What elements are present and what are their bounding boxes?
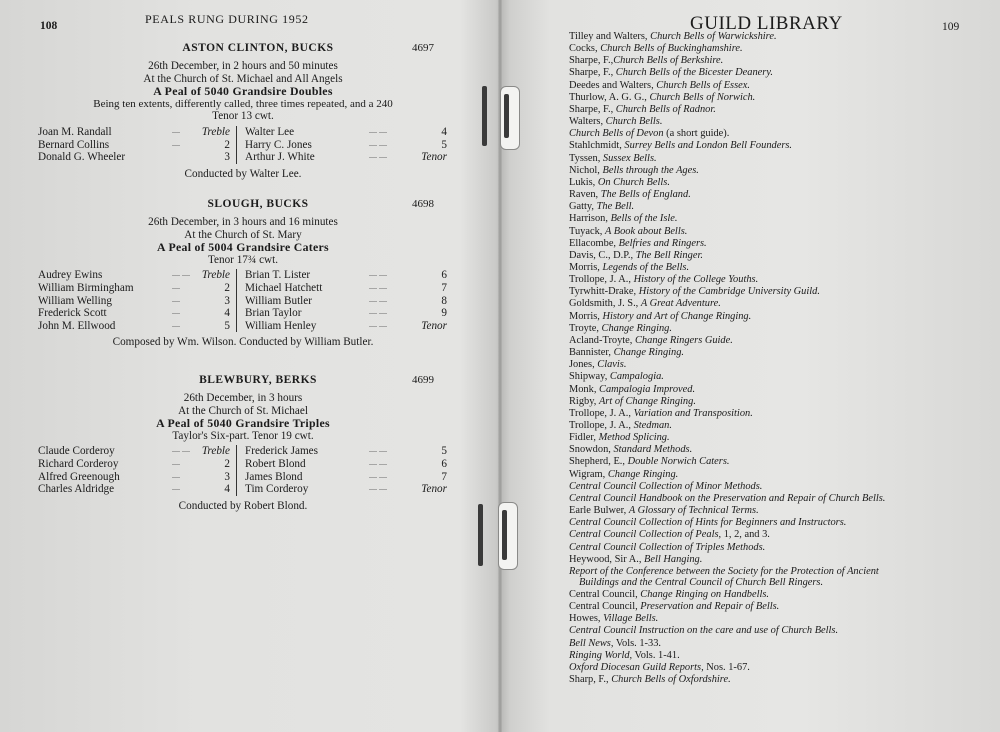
ringer-name: Tim Corderoy: [245, 483, 309, 496]
left-page: [0, 0, 498, 732]
entry-title: Change Ringing.: [601, 322, 672, 334]
entry-title: Report of the Conference between the Society for the Protection of Ancient: [569, 565, 879, 577]
entry-title: Double Norwich Caters.: [627, 456, 730, 468]
entry-author: Tyrwhitt-Drake,: [569, 286, 639, 298]
entry-title: Church Bells of Buckinghamshire.: [600, 43, 743, 55]
leader-dots: .... ....: [369, 294, 387, 304]
peal-tenor: Taylor's Six-part. Tenor 19 cwt.: [172, 429, 314, 442]
ringers-band: [28, 269, 458, 334]
library-entry: [569, 589, 989, 601]
library-title: GUILD LIBRARY: [690, 13, 843, 34]
entry-title: Campalogia Improved.: [599, 383, 696, 395]
library-entry: [569, 444, 989, 456]
entry-title: Church Bells of Oxfordshire.: [611, 673, 731, 685]
entry-title: Change Ringing on Handbells.: [640, 588, 770, 600]
entry-title: Bell Hanging.: [644, 553, 703, 565]
peal-header: [28, 198, 458, 216]
peal-number: 4699: [412, 374, 434, 386]
entry-author: Tyssen,: [569, 152, 603, 164]
ringer-row: [38, 151, 238, 164]
ringer-row: [38, 320, 238, 333]
bell-position: 7: [441, 281, 447, 294]
library-entry: [569, 323, 989, 335]
leader-dots: ....: [172, 483, 180, 493]
library-entry: [569, 384, 989, 396]
bell-position: 2: [224, 457, 230, 470]
entry-author: Gatty,: [569, 201, 597, 213]
entry-title: Village Bells.: [603, 613, 659, 625]
entry-title: Central Council Collection of Hints for Beginners and Instructors.: [569, 517, 847, 529]
entry-title: History of the Cambridge University Guild.: [638, 286, 820, 298]
ringer-name: Joan M. Randall: [38, 125, 112, 138]
ringer-row: [38, 471, 238, 484]
entry-detail: Nos. 1-67.: [703, 661, 750, 673]
entry-author: Fidler,: [569, 432, 599, 444]
entry-title: Legends of the Bells.: [602, 261, 690, 273]
peal-block: [28, 198, 458, 349]
bell-position: Treble: [201, 445, 230, 458]
peal-footer: Conducted by Robert Blond.: [178, 499, 308, 512]
entry-title: History of the College Youths.: [633, 274, 759, 286]
library-entry: [569, 505, 989, 517]
entry-title: Change Ringers Guide.: [635, 334, 733, 346]
ringer-name: Richard Corderoy: [38, 457, 119, 470]
ringer-name: Charles Aldridge: [38, 483, 115, 496]
peal-title: A Peal of 5040 Grandsire Doubles: [153, 84, 333, 99]
library-entry: [569, 286, 989, 298]
library-entry: [569, 601, 989, 613]
ringer-row: [38, 307, 238, 320]
library-entry: [569, 213, 989, 225]
library-entry: [569, 189, 989, 201]
entry-title: Church Bells of Warwickshire.: [650, 31, 777, 42]
ringer-name: Frederick James: [245, 445, 319, 458]
library-entry: [569, 517, 989, 529]
peal-header: [28, 374, 458, 392]
library-entry: [569, 613, 989, 625]
entry-author: Morris,: [569, 310, 603, 322]
library-entry: [569, 104, 989, 116]
bell-position: 3: [224, 470, 230, 483]
peal-header: [28, 42, 458, 60]
peal-place: BLEWBURY, BERKS: [199, 374, 317, 386]
ringers-band: [28, 445, 458, 497]
entry-title: Belfries and Ringers.: [618, 237, 707, 249]
entry-author: Davis, C., D.P.,: [569, 249, 636, 261]
library-entry: [569, 201, 989, 213]
bell-position: Treble: [201, 125, 230, 138]
bell-position: 4: [224, 307, 230, 320]
entry-author: Wigram,: [569, 468, 608, 480]
entry-author: Jones,: [569, 359, 598, 371]
library-entry: [569, 662, 989, 674]
ringer-row: [245, 269, 445, 282]
entry-author: Rigby,: [569, 395, 599, 407]
peal-composition-note: Being ten extents, differently called, three times repeated, and a 240: [93, 97, 393, 110]
entry-title: Change Ringing.: [613, 347, 685, 359]
ringer-name: Walter Lee: [245, 125, 295, 138]
entry-author: Ellacombe,: [569, 237, 619, 249]
bell-position: 7: [441, 470, 447, 483]
bell-position: 2: [224, 138, 230, 151]
entry-title: The Bell Ringer.: [635, 249, 703, 261]
entry-title: Church Bells of Essex.: [656, 79, 750, 91]
leader-dots: ....: [172, 457, 180, 467]
ringer-row: [38, 269, 238, 282]
peal-place: SLOUGH, BUCKS: [207, 198, 309, 210]
bell-position: 4: [441, 125, 447, 138]
ringer-row: [245, 483, 445, 496]
leader-dots: ....: [172, 138, 180, 148]
ringer-name: Robert Blond: [245, 457, 306, 470]
entry-author: Goldsmith, J. S.,: [569, 298, 641, 310]
ringer-row: [38, 483, 238, 496]
entry-author: Bannister,: [569, 347, 614, 359]
ringers-left-column: [38, 445, 238, 495]
ringer-name: William Henley: [245, 319, 317, 332]
library-entry: [569, 31, 989, 43]
entry-author: Troyte,: [569, 322, 602, 334]
entry-author: Tilley and Walters,: [569, 31, 651, 42]
library-entry: [569, 298, 989, 310]
peal-date-time: 26th December, in 2 hours and 50 minutes: [148, 60, 338, 72]
ringer-row: [245, 282, 445, 295]
entry-title: Bells of the Isle.: [610, 213, 678, 225]
leader-dots: .... ....: [369, 319, 387, 329]
bell-position: 6: [441, 457, 447, 470]
entry-title: Church Bells of Radnor.: [615, 103, 716, 115]
ringers-left-column: [38, 269, 238, 332]
entry-author: Sharpe, F.,: [569, 55, 614, 67]
library-entry: [569, 177, 989, 189]
ringer-row: [245, 445, 445, 458]
ringer-row: [245, 458, 445, 471]
entry-title: Sussex Bells.: [602, 152, 657, 164]
library-list: [569, 31, 989, 686]
entry-author: Nichol,: [569, 164, 603, 176]
library-entry: [569, 420, 989, 432]
library-entry: [569, 128, 989, 140]
ringer-name: Donald G. Wheeler: [38, 151, 126, 164]
ringer-row: [245, 139, 445, 152]
ringer-row: [38, 282, 238, 295]
leader-dots: ....: [172, 307, 180, 317]
entry-author: Cocks,: [569, 43, 601, 55]
entry-title: Ringing World,: [569, 649, 633, 661]
bell-position: 3: [224, 151, 230, 164]
ringer-name: William Welling: [38, 294, 112, 307]
ringer-row: [38, 126, 238, 139]
library-entry: [569, 674, 989, 686]
peal-church: At the Church of St. Michael: [178, 404, 308, 417]
ringer-row: [38, 458, 238, 471]
entry-author: Central Council,: [569, 601, 641, 613]
page-number-left: 108: [40, 20, 58, 32]
page-number-right: 109: [942, 21, 960, 33]
library-entry: [569, 250, 989, 262]
entry-title: Bell News,: [569, 637, 614, 649]
bell-position: Tenor: [421, 151, 447, 164]
entry-title: Central Council Collection of Minor Methods.: [569, 480, 763, 492]
library-entry: [569, 165, 989, 177]
entry-author: Trollope, J. A.,: [569, 407, 634, 419]
ringer-row: [38, 295, 238, 308]
entry-author: Howes,: [569, 613, 604, 625]
bell-position: 5: [441, 138, 447, 151]
entry-author: Shepherd, E.,: [569, 456, 628, 468]
peal-block: [28, 42, 458, 180]
peal-block: [28, 374, 458, 512]
library-entry: [569, 650, 989, 662]
ringer-name: Harry C. Jones: [245, 138, 312, 151]
library-entry: [569, 554, 989, 566]
entry-author: Lukis,: [569, 176, 598, 188]
entry-author: Sharpe, F.,: [569, 103, 616, 115]
library-entry: [569, 80, 989, 92]
leader-dots: ....: [172, 294, 180, 304]
entry-title: Church Bells of Berkshire.: [613, 55, 724, 67]
library-entry: [569, 43, 989, 55]
entry-author: Thurlow, A. G. G.,: [569, 91, 650, 103]
ringer-name: Alfred Greenough: [38, 470, 120, 483]
ringer-name: James Blond: [245, 470, 303, 483]
entry-title: Campalogia.: [609, 371, 664, 383]
peal-title: A Peal of 5004 Grandsire Caters: [157, 240, 329, 255]
entry-title: Variation and Transposition.: [633, 407, 753, 419]
entry-title: Standard Methods.: [613, 444, 693, 456]
library-entry: [569, 469, 989, 481]
ringers-left-column: [38, 126, 238, 164]
entry-title: Stedman.: [633, 420, 672, 431]
leader-dots: .... ....: [369, 457, 387, 467]
running-head: PEALS RUNG DURING 1952: [145, 12, 309, 26]
peal-church: At the Church of St. Michael and All Angels: [143, 72, 343, 85]
entry-detail: Vols. 1-33.: [613, 637, 661, 649]
bell-position: 4: [224, 483, 230, 496]
entry-detail: Vols. 1-41.: [632, 649, 680, 661]
ringer-name: Audrey Ewins: [38, 269, 103, 282]
library-entry: [569, 481, 989, 493]
entry-title: A Great Adventure.: [640, 298, 721, 310]
leader-dots: .... ....: [369, 470, 387, 480]
library-entry: [569, 311, 989, 323]
ringer-row: [38, 445, 238, 458]
peal-title: A Peal of 5040 Grandsire Triples: [156, 416, 330, 431]
library-entry: [569, 55, 989, 67]
bell-position: 3: [224, 294, 230, 307]
entry-title-continued: Buildings and the Central Council of Church Bell Ringers.: [579, 577, 824, 589]
library-entry: [569, 335, 989, 347]
entry-title: A Book about Bells.: [605, 225, 688, 237]
entry-author: Heywood, Sir A.,: [569, 553, 645, 565]
leader-dots: .... ....: [369, 269, 387, 279]
entry-title: The Bells of England.: [600, 189, 691, 201]
library-entry: [569, 359, 989, 371]
bell-position: 9: [441, 307, 447, 320]
ringer-row: [245, 151, 445, 164]
bell-position: 6: [441, 269, 447, 282]
entry-title: Preservation and Repair of Bells.: [640, 601, 780, 613]
entry-author: Harrison,: [569, 213, 611, 225]
ringers-right-column: [236, 445, 445, 495]
entry-author: Morris,: [569, 261, 603, 273]
library-entry: [569, 274, 989, 286]
peal-footer: Conducted by Walter Lee.: [184, 167, 302, 180]
library-entry: [569, 116, 989, 128]
peal-tenor: Tenor 13 cwt.: [212, 110, 274, 123]
entry-title: Central Council Handbook on the Preservation and Repair of Church Bells.: [569, 492, 886, 504]
library-entry: [569, 529, 989, 541]
leader-dots: .... ....: [369, 483, 387, 493]
peal-number: 4697: [412, 42, 434, 54]
entry-title: Central Council Collection of Triples Methods.: [569, 541, 766, 553]
entry-author: Deedes and Walters,: [569, 79, 657, 91]
peal-number: 4698: [412, 198, 434, 210]
leader-dots: ....: [172, 125, 180, 135]
library-entry: [569, 226, 989, 238]
ringer-name: Brian T. Lister: [245, 269, 311, 282]
library-entry: [569, 638, 989, 650]
ringer-name: William Butler: [245, 294, 312, 307]
entry-title: Method Splicing.: [598, 432, 670, 444]
bell-position: 2: [224, 281, 230, 294]
ringers-right-column: [236, 269, 445, 332]
ringer-name: Frederick Scott: [38, 307, 107, 320]
entry-author: Trollope, J. A.,: [569, 420, 634, 431]
peal-church: At the Church of St. Mary: [184, 228, 302, 241]
entry-author: Shipway,: [569, 371, 610, 383]
entry-author: Central Council,: [569, 588, 641, 600]
ringers-band: [28, 126, 458, 166]
library-entry: [569, 140, 989, 152]
peal-place: ASTON CLINTON, BUCKS: [182, 42, 334, 54]
entry-author: Sharp, F.,: [569, 673, 612, 685]
entry-title: Church Bells of the Bicester Deanery.: [615, 67, 773, 79]
library-entry: [569, 262, 989, 274]
ringer-name: Arthur J. White: [245, 151, 315, 164]
leader-dots: .... ....: [369, 138, 387, 148]
leader-dots: .... ....: [172, 445, 190, 455]
library-entry: [569, 625, 989, 637]
bell-position: 5: [441, 445, 447, 458]
ringer-row: [245, 471, 445, 484]
entry-title: Oxford Diocesan Guild Reports,: [569, 661, 704, 673]
ringer-name: Bernard Collins: [38, 138, 110, 151]
bell-position: 8: [441, 294, 447, 307]
entry-title: Church Bells.: [605, 116, 663, 128]
entry-detail: 1, 2, and 3.: [721, 529, 770, 541]
bell-position: Treble: [201, 269, 230, 282]
entry-title: Clavis.: [597, 359, 627, 371]
library-entry: [569, 153, 989, 165]
library-entry: [569, 542, 989, 554]
entry-title: Central Council Instruction on the care and use of Church Bells.: [569, 625, 839, 637]
ringer-name: William Birmingham: [38, 281, 134, 294]
entry-author: Stahlchmidt,: [569, 140, 625, 152]
ringer-row: [245, 126, 445, 139]
entry-author: Walters,: [569, 116, 606, 128]
entry-author: Raven,: [569, 189, 601, 201]
entry-title: Church Bells of Norwich.: [649, 91, 756, 103]
entry-author: Acland-Troyte,: [569, 334, 635, 346]
ringer-name: Claude Corderoy: [38, 445, 115, 458]
entry-author: Trollope, J. A.,: [569, 274, 634, 286]
ringer-row: [245, 307, 445, 320]
bell-position: Tenor: [421, 483, 447, 496]
library-entry: [569, 432, 989, 444]
ringer-name: John M. Ellwood: [38, 319, 116, 332]
leader-dots: .... ....: [369, 151, 387, 161]
library-entry: [569, 396, 989, 408]
library-entry: [569, 408, 989, 420]
entry-author: Monk,: [569, 383, 600, 395]
entry-title: History and Art of Change Ringing.: [602, 310, 752, 322]
entry-author: Snowdon,: [569, 444, 614, 456]
entry-title: On Church Bells.: [597, 176, 670, 188]
leader-dots: ....: [172, 319, 180, 329]
library-entry: [569, 566, 989, 589]
leader-dots: ....: [172, 281, 180, 291]
entry-detail: (a short guide).: [663, 128, 730, 140]
entry-title: The Bell.: [596, 201, 635, 213]
ringer-row: [38, 139, 238, 152]
peal-tenor: Tenor 17¾ cwt.: [207, 253, 279, 266]
peal-footer: Composed by Wm. Wilson. Conducted by William Butler.: [112, 336, 374, 349]
library-entry: [569, 347, 989, 359]
leader-dots: .... ....: [369, 281, 387, 291]
library-entry: [569, 92, 989, 104]
leader-dots: .... ....: [369, 125, 387, 135]
ringer-row: [245, 295, 445, 308]
entry-title: Art of Change Ringing.: [598, 395, 696, 407]
leader-dots: ....: [172, 470, 180, 480]
entry-title: Surrey Bells and London Bell Founders.: [624, 140, 793, 152]
library-entry: [569, 456, 989, 468]
library-entry: [569, 238, 989, 250]
entry-author: Sharpe, F.,: [569, 67, 616, 79]
entry-title: Change Ringing.: [607, 468, 679, 480]
entry-title: Bells through the Ages.: [602, 164, 699, 176]
leader-dots: .... ....: [369, 445, 387, 455]
ringers-right-column: [236, 126, 445, 164]
entry-title: Central Council Collection of Peals,: [569, 529, 722, 541]
ringer-name: Michael Hatchett: [245, 281, 323, 294]
entry-author: Earle Bulwer,: [569, 505, 629, 517]
peal-date-time: 26th December, in 3 hours: [183, 392, 303, 404]
library-entry: [569, 493, 989, 505]
peal-date-time: 26th December, in 3 hours and 16 minutes: [148, 216, 338, 228]
ringer-name: Brian Taylor: [245, 307, 302, 320]
leader-dots: .... ....: [369, 307, 387, 317]
bell-position: 5: [224, 319, 230, 332]
library-entry: [569, 67, 989, 79]
entry-title: Church Bells of Devon: [569, 128, 664, 140]
leader-dots: .... ....: [172, 269, 190, 279]
bell-position: Tenor: [421, 319, 447, 332]
library-entry: [569, 371, 989, 383]
entry-author: Tuyack,: [569, 225, 605, 237]
ringer-row: [245, 320, 445, 333]
entry-title: A Glossary of Technical Terms.: [628, 505, 759, 517]
